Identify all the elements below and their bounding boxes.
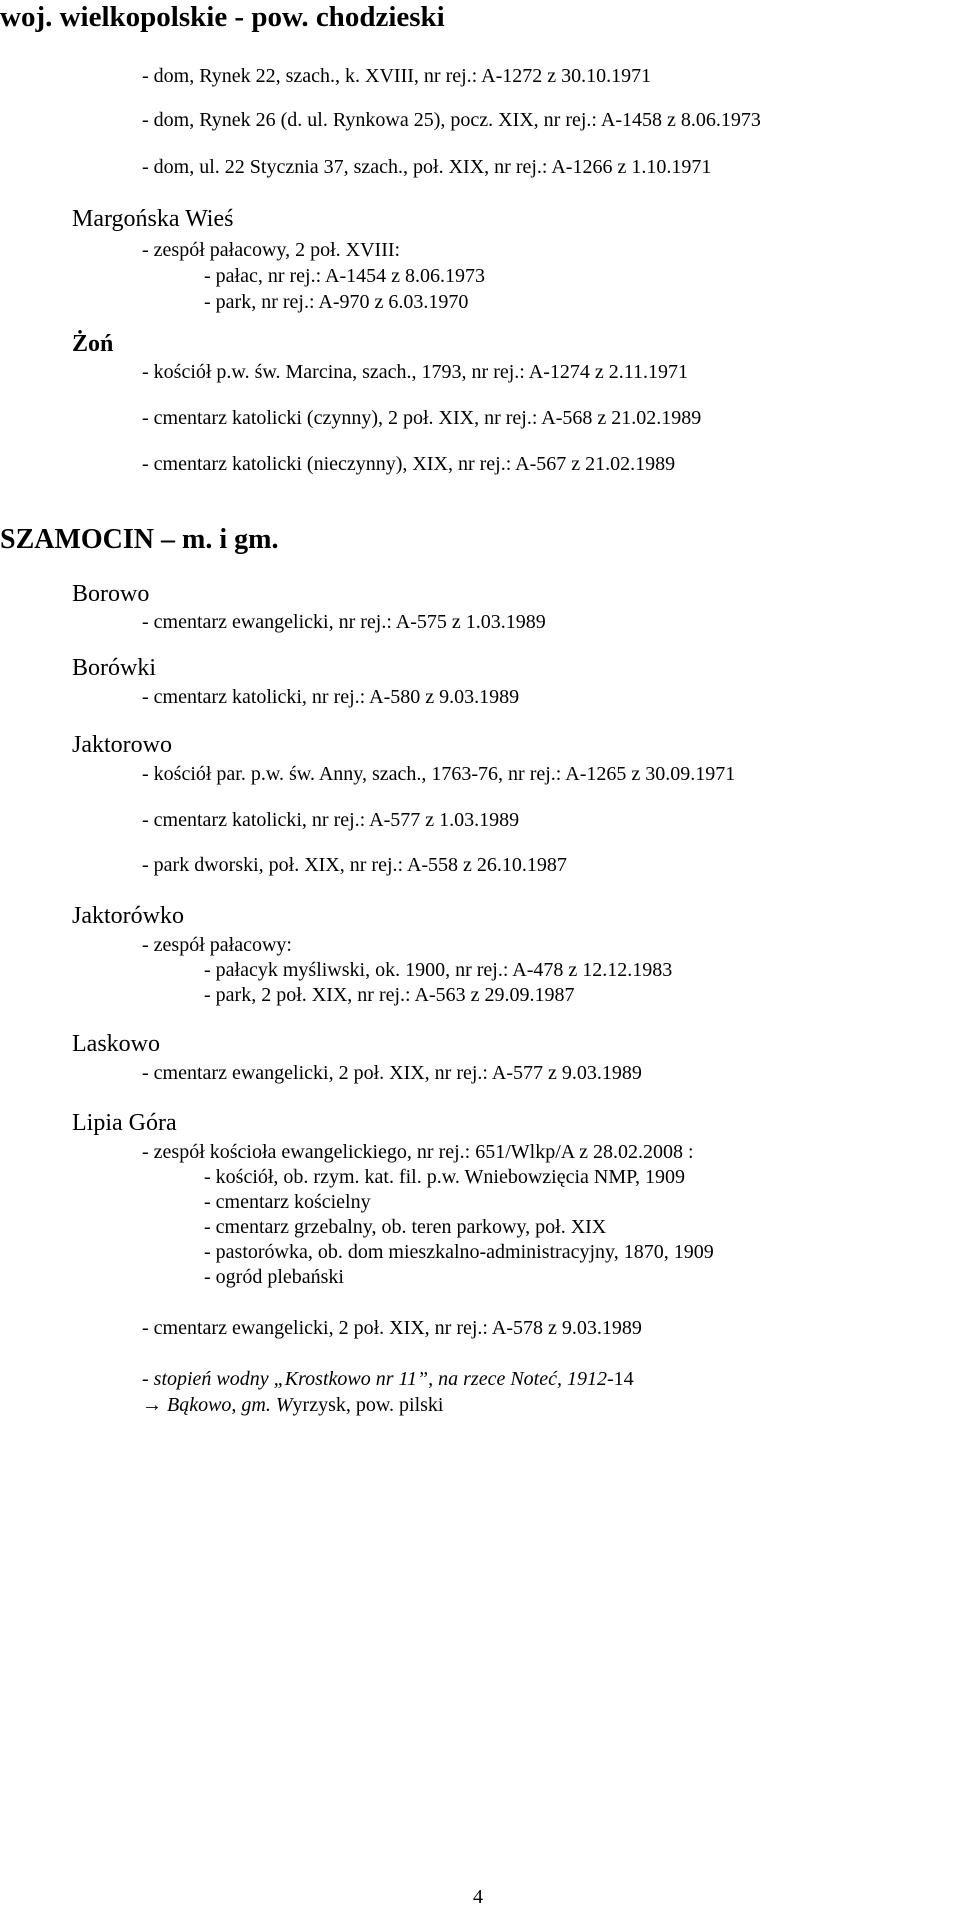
list-item: - dom, ul. 22 Stycznia 37, szach., poł. XIX, nr rej.: A-1266 z 1.10.1971 (142, 156, 712, 178)
list-item: - zespół pałacowy: (142, 934, 292, 956)
list-item: - dom, Rynek 22, szach., k. XVIII, nr rej.: A-1272 z 30.10.1971 (142, 65, 652, 87)
page-number: 4 (473, 1886, 483, 1908)
note-italic: - stopień wodny „Krostkowo nr 11”, na rzece Noteć, 1912 (142, 1368, 607, 1390)
list-item: - park dworski, poł. XIX, nr rej.: A-558 z 26.10.1987 (142, 854, 567, 876)
list-item: - cmentarz ewangelicki, 2 poł. XIX, nr rej.: A-578 z 9.03.1989 (142, 1317, 642, 1339)
list-item: - cmentarz ewangelicki, 2 poł. XIX, nr rej.: A-577 z 9.03.1989 (142, 1062, 642, 1084)
list-item: - zespół kościoła ewangelickiego, nr rej.: 651/Wlkp/A z 28.02.2008 : (142, 1141, 694, 1163)
locality-heading: Borówki (72, 655, 156, 681)
list-item: - park, 2 poł. XIX, nr rej.: A-563 z 29.09.1987 (204, 984, 575, 1006)
locality-heading: Borowo (72, 581, 150, 607)
list-item: - cmentarz katolicki, nr rej.: A-577 z 1.03.1989 (142, 809, 520, 831)
list-item: - cmentarz katolicki (czynny), 2 poł. XIX, nr rej.: A-568 z 21.02.1989 (142, 407, 702, 429)
locality-heading: Laskowo (72, 1031, 160, 1057)
list-item: - pałac, nr rej.: A-1454 z 8.06.1973 (204, 265, 486, 287)
list-item: - kościół p.w. św. Marcina, szach., 1793, nr rej.: A-1274 z 2.11.1971 (142, 361, 688, 383)
list-item: - ogród plebański (204, 1266, 344, 1288)
locality-heading: Lipia Góra (72, 1110, 177, 1136)
municipality-heading: SZAMOCIN – m. i gm. (0, 524, 279, 555)
list-item: - cmentarz kościelny (204, 1191, 371, 1213)
list-item: - cmentarz ewangelicki, nr rej.: A-575 z 1.03.1989 (142, 611, 546, 633)
locality-heading: Jaktorówko (72, 903, 184, 929)
note-italic: → Bąkowo, gm. W (142, 1394, 293, 1416)
list-item: - cmentarz katolicki (nieczynny), XIX, nr rej.: A-567 z 21.02.1989 (142, 453, 676, 475)
list-item: - dom, Rynek 26 (d. ul. Rynkowa 25), pocz. XIX, nr rej.: A-1458 z 8.06.1973 (142, 109, 761, 131)
note-tail: -14 (606, 1368, 634, 1390)
list-item: - zespół pałacowy, 2 poł. XVIII: (142, 239, 401, 261)
list-item: - pałacyk myśliwski, ok. 1900, nr rej.: A-478 z 12.12.1983 (204, 959, 673, 981)
list-item: - cmentarz grzebalny, ob. teren parkowy, poł. XIX (204, 1216, 607, 1238)
list-item: - park, nr rej.: A-970 z 6.03.1970 (204, 291, 469, 313)
list-item: - kościół, ob. rzym. kat. fil. p.w. Wniebowzięcia NMP, 1909 (204, 1166, 686, 1188)
page-title: woj. wielkopolskie - pow. chodzieski (0, 1, 445, 33)
note-line (142, 1393, 443, 1417)
list-item: - kościół par. p.w. św. Anny, szach., 1763-76, nr rej.: A-1265 z 30.09.1971 (142, 763, 736, 785)
locality-heading: Żoń (72, 331, 114, 357)
locality-heading: Margońska Wieś (72, 206, 234, 232)
list-item: - cmentarz katolicki, nr rej.: A-580 z 9.03.1989 (142, 686, 520, 708)
note-tail: yrzysk, pow. pilski (292, 1394, 444, 1416)
list-item: - pastorówka, ob. dom mieszkalno-administracyjny, 1870, 1909 (204, 1241, 714, 1263)
note-line (142, 1367, 634, 1391)
locality-heading: Jaktorowo (72, 732, 172, 758)
